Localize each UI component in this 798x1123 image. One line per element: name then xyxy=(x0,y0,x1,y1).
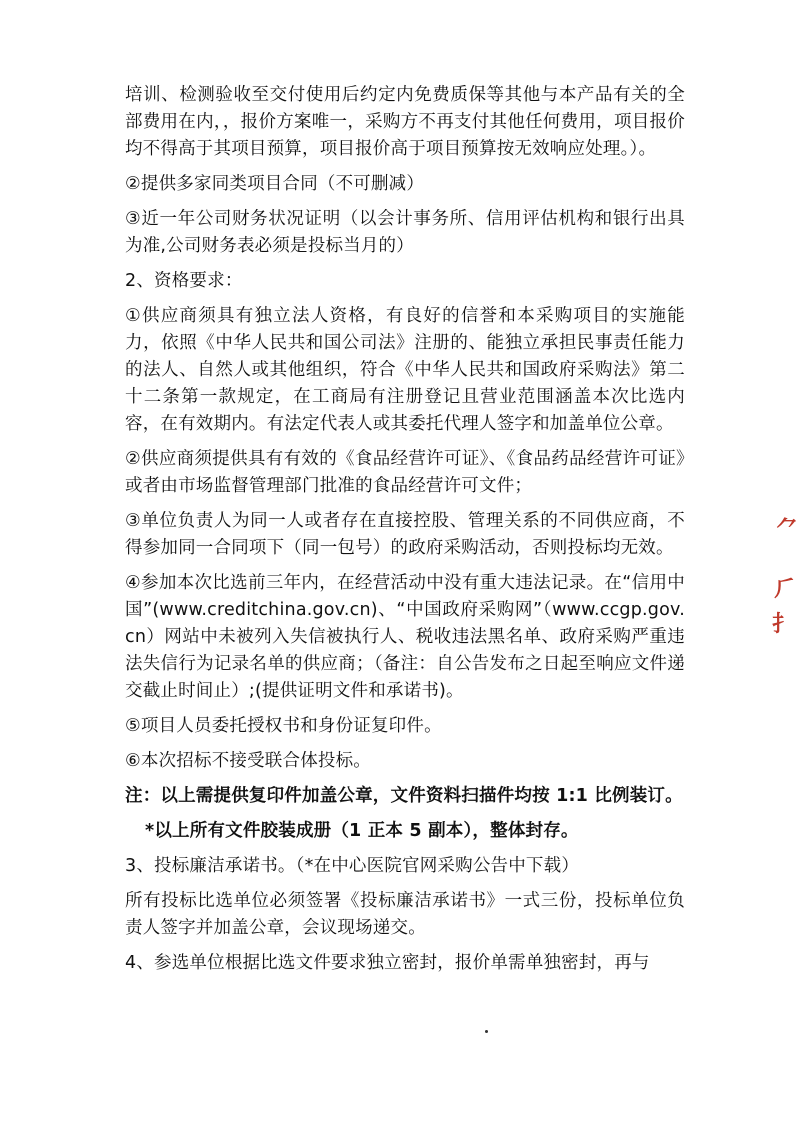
paragraph-contracts: ②提供多家同类项目合同（不可删减） xyxy=(125,174,425,194)
paragraph-credit-record: ④参加本次比选前三年内，在经营活动中没有重大违法记录。在“信用中国”(www.creditchina.gov.cn)、“中国政府采购网”（www.ccgp.gov.cn）网站中未被列入失信被执行人、税收违法黑名单、政府采购严重违法失信行为记录名单的供应商；（备注：自公告发布之日起至响应文件递交截止时间止）;(提供证明文件和承诺书)。 xyxy=(125,573,685,701)
heading-integrity-pledge: 3、投标廉洁承诺书。（*在中心医院官网采购公告中下载） xyxy=(125,856,580,876)
paragraph-legal-entity: ①供应商须具有独立法人资格，有良好的信誉和本采购项目的实施能力，依照《中华人民共和国公司法》注册的、能独立承担民事责任能力的法人、自然人或其他组织，符合《中华人民共和国政府采购法》第二十二条第一款规定，在工商局有注册登记且营业范围涵盖本次比选内容，在有效期内。有法定代表人或其委托代理人签字和加盖单位公章。 xyxy=(125,306,685,434)
scan-speck xyxy=(485,1030,488,1033)
seal-stamp-fragment: ⺈ ⺁ ⺘ xyxy=(772,516,798,637)
paragraph-same-responsible: ③单位负责人为同一人或者存在直接控股、管理关系的不同供应商，不得参加同一合同项下（同一包号）的政府采购活动，否则投标均无效。 xyxy=(125,511,685,558)
heading-qualification: 2、资格要求： xyxy=(125,271,243,291)
document-page xyxy=(125,82,685,985)
paragraph-financial-proof: ③近一年公司财务状况证明（以会计事务所、信用评估机构和银行出具为准,公司财务表必须是投标当月的） xyxy=(125,209,685,256)
paragraph-no-consortium: ⑥本次招标不接受联合体投标。 xyxy=(125,751,371,771)
paragraph-fee-scope: 培训、检测验收至交付使用后约定内免费质保等其他与本产品有关的全部费用在内，，报价方案唯一，采购方不再支付其他任何费用，项目报价均不得高于其项目预算，项目报价高于项目预算按无效响应处理。）。 xyxy=(125,85,685,159)
note-binding: *以上所有文件胶装成册（1 正本 5 副本），整体封存。 xyxy=(145,821,579,841)
paragraph-sealing: 4、参选单位根据比选文件要求独立密封，报价单需单独密封，再与 xyxy=(125,953,650,973)
note-copies: 注：以上需提供复印件加盖公章，文件资料扫描件均按 1:1 比例装订。 xyxy=(125,786,683,806)
paragraph-integrity-pledge: 所有投标比选单位必须签署《投标廉洁承诺书》一式三份，投标单位负责人签字并加盖公章，会议现场递交。 xyxy=(125,891,685,938)
paragraph-food-license: ②供应商须提供具有有效的《食品经营许可证》、《食品药品经营许可证》或者由市场监督管理部门批准的食品经营许可文件； xyxy=(125,449,685,496)
paragraph-authorization: ⑤项目人员委托授权书和身份证复印件。 xyxy=(125,716,442,736)
